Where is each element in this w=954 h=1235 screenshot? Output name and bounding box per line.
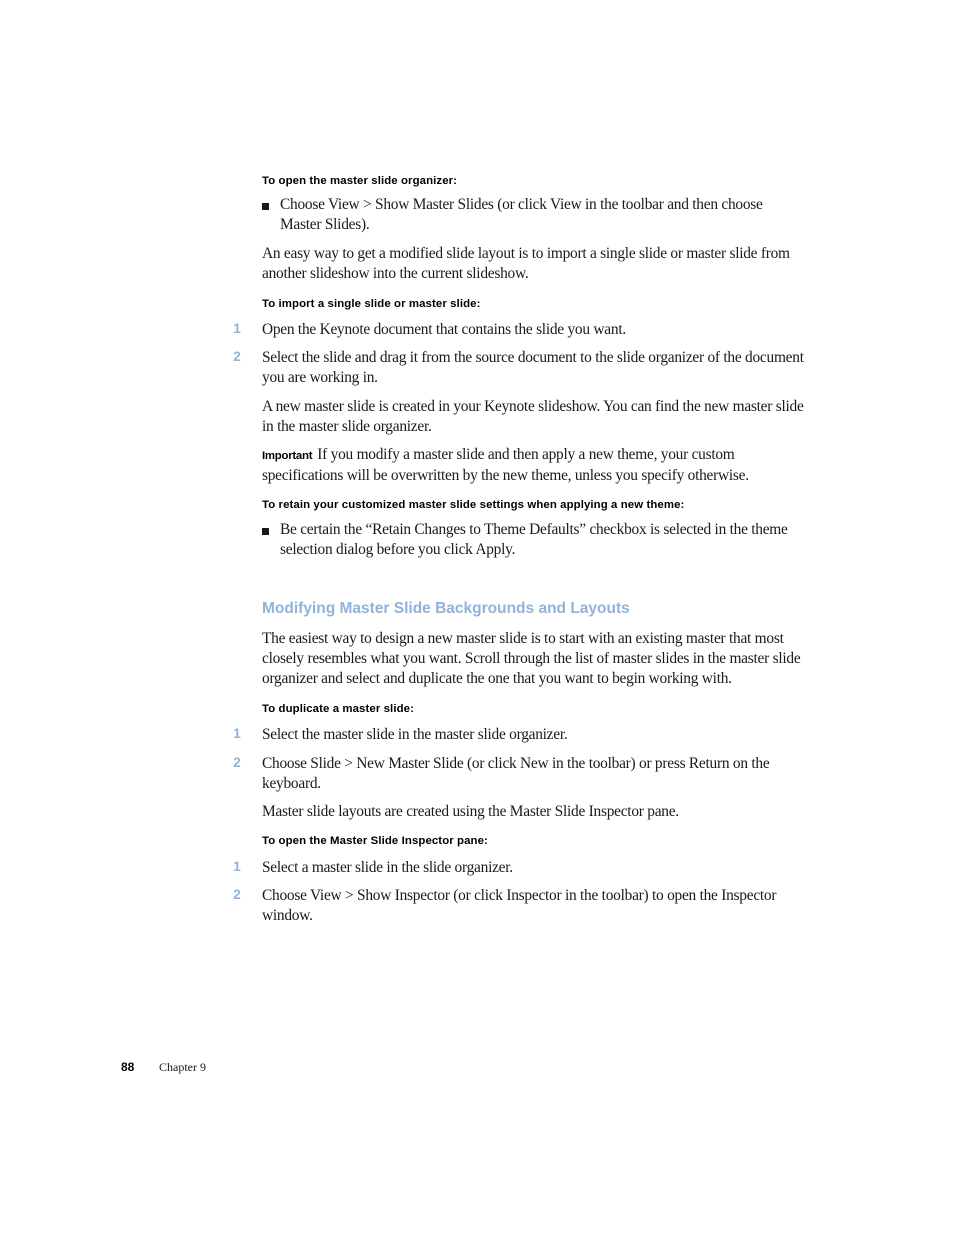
heading-import-slide: To import a single slide or master slide: [262,298,481,310]
chapter-label: Chapter 9 [159,1060,206,1074]
page-number: 88 [121,1060,135,1074]
heading-duplicate: To duplicate a master slide: [262,703,414,715]
step-text: Choose View > Show Inspector (or click Inspector in the toolbar) to open the Inspector window. [262,887,777,924]
step-text: Select the master slide in the master slide organizer. [262,726,568,743]
bullet-marker [262,528,269,535]
paragraph-new-master: A new master slide is created in your Keynote slideshow. You can find the new master slide in the master slide organizer. [262,398,804,435]
paragraph-easy-way: An easy way to get a modified slide layout is to import a single slide or master slide from another slideshow into the current slideshow. [262,245,790,282]
step-number: 2 [233,349,241,364]
step-number: 1 [233,726,241,741]
paragraph-important [262,445,807,486]
step-text: Select a master slide in the slide organizer. [262,859,513,876]
bullet-open-organizer: Choose View > Show Master Slides (or click View in the toolbar and then choose Master Slides). [280,196,763,233]
paragraph-easiest-way: The easiest way to design a new master slide is to start with an existing master that most closely resembles what you want. Scroll through the list of master slides in the master slide organizer and select and duplicate the one that you want to begin working with. [262,630,801,687]
step-text: Select the slide and drag it from the source document to the slide organizer of the document you are working in. [262,349,804,386]
heading-retain-settings: To retain your customized master slide settings when applying a new theme: [262,499,685,511]
step-text: Choose Slide > New Master Slide (or click New in the toolbar) or press Return on the keyboard. [262,755,770,792]
heading-open-inspector: To open the Master Slide Inspector pane: [262,835,488,847]
step-number: 1 [233,321,241,336]
important-text: If you modify a master slide and then apply a new theme, your custom specifications will be overwritten by the new theme, unless you specify otherwise. [262,446,749,484]
step-number: 1 [233,859,241,874]
section-title: Modifying Master Slide Backgrounds and Layouts [262,600,630,617]
important-label: Important [262,450,313,462]
step-text: Open the Keynote document that contains the slide you want. [262,321,626,338]
bullet-marker [262,203,269,210]
paragraph-layouts-created: Master slide layouts are created using the Master Slide Inspector pane. [262,803,679,820]
bullet-retain: Be certain the “Retain Changes to Theme Defaults” checkbox is selected in the theme selection dialog before you click Apply. [280,521,788,558]
step-number: 2 [233,755,241,770]
step-number: 2 [233,887,241,902]
heading-open-organizer: To open the master slide organizer: [262,175,458,187]
